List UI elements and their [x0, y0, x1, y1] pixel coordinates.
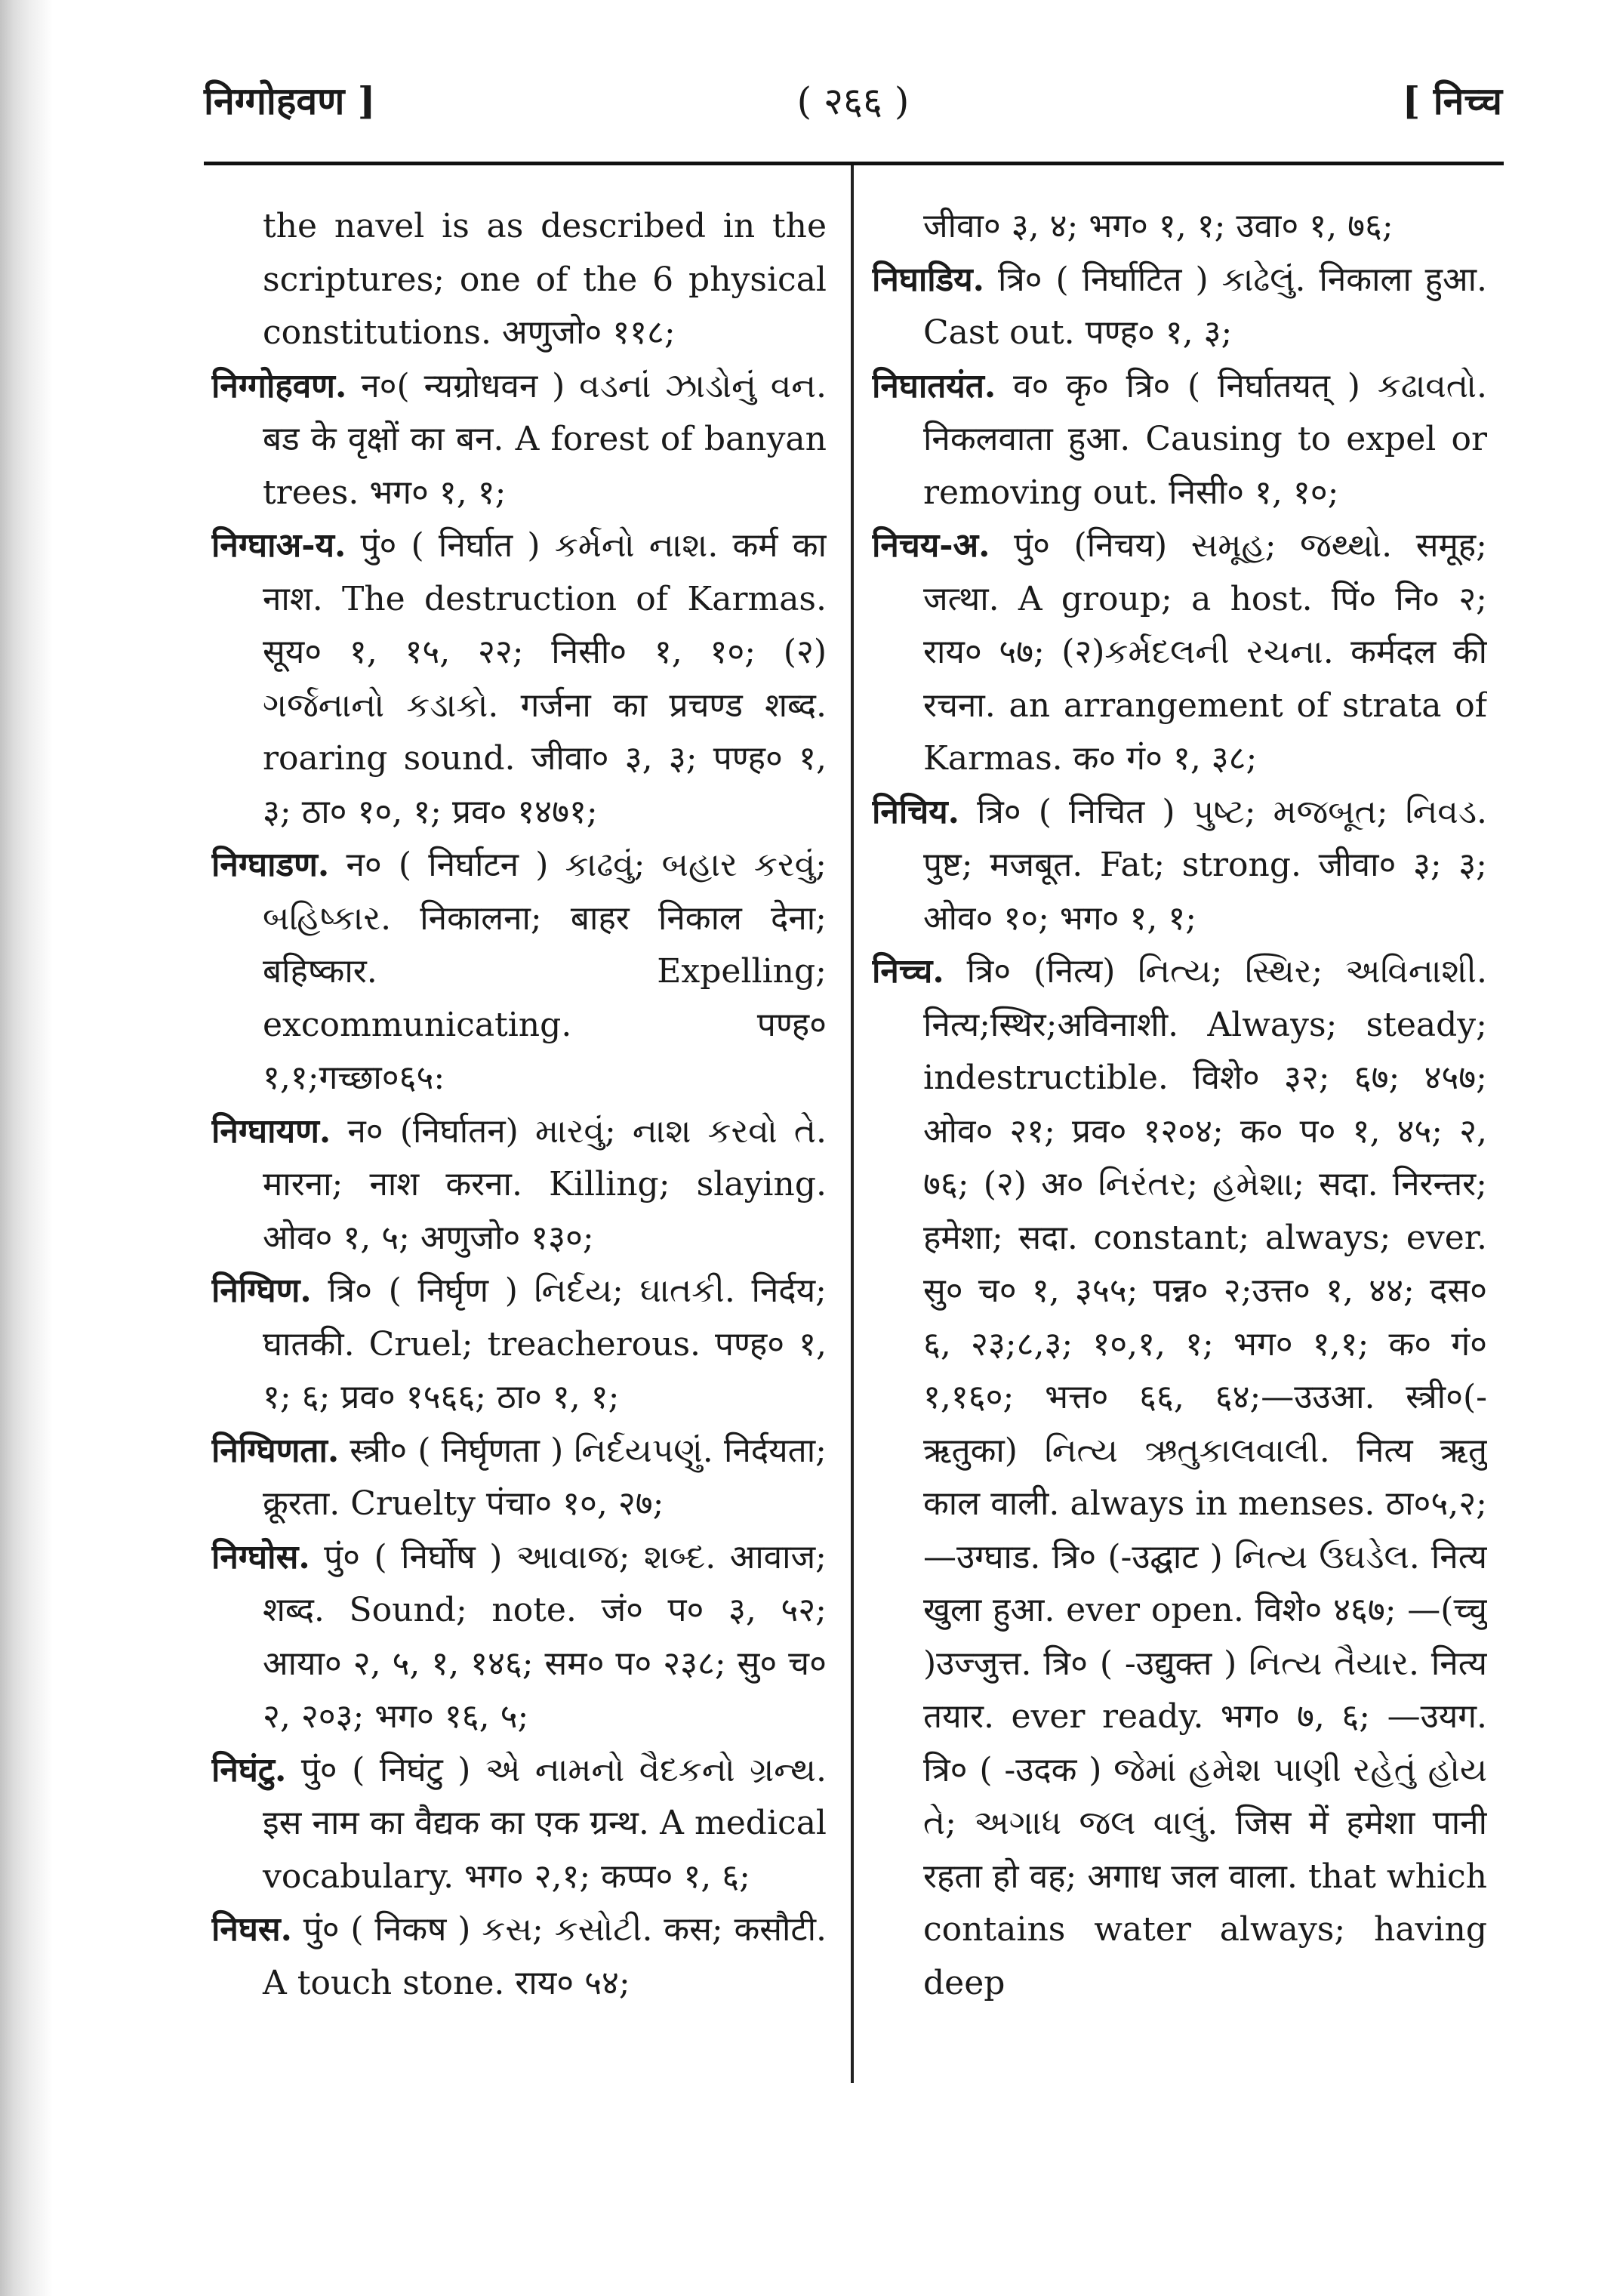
page-header	[204, 60, 1502, 128]
entry-text: जीवा० ३, ४; भग० १, १; उवा० १, ७६;	[923, 207, 1394, 245]
left-column	[211, 200, 827, 2133]
entry-text: पुं० (निचय) સમૂહ; જથ્થો. समूह; जत्था. A group; a host. पिं० नि० २; राय० ५७; (२)કર્મદલની રચના. कर्मदल की रचना. an arrangement of strata of Karmas. क० गं० १, ३८;	[923, 526, 1487, 778]
entry-headword: निग्गोहवण.	[211, 366, 347, 405]
entry-text: व० कृ० त्रि० ( निर्घातयत् ) કઢાવતો. निकलवाता हुआ. Causing to expel or removing out. निसी० १, १०;	[923, 366, 1487, 512]
entry-text: पुं० ( निघंटु ) એ નામનો વૈદકનો ગ્રન્થ. इस नाम का वैद्यक का एक ग्रन्थ. A medical vocabulary. भग० २,१; कप्प० १, ६;	[263, 1750, 827, 1896]
entry-text: स्त्री० ( निर्घृणता ) નિર્દયપણું. निर्दयता; क्रूरता. Cruelty पंचा० १०, २७;	[263, 1431, 827, 1523]
entry-text: पुं० ( निर्घोष ) આવાજ; શબ્દ. आवाज; शब्द. Sound; note. जं० प० ३, ५२; आया० २, ५, १, १४६; सम० प० २३८; सु० च० २, २०३; भग० १६, ५;	[263, 1537, 827, 1736]
entry-text: the navel is as described in the scriptures; one of the 6 physical constitutions. अणुजो० ११८;	[263, 207, 827, 352]
entry-headword: निच्च.	[872, 952, 944, 991]
dictionary-entry	[211, 1105, 827, 1265]
page-number: ( २६६ )	[796, 79, 910, 123]
entry-headword: निग्घोस.	[211, 1537, 310, 1576]
entry-headword: निग्घिण.	[211, 1271, 312, 1310]
entry-text: त्रि० ( निर्घृण ) નિર્દય; ઘાતકી. निर्दय; घातकी. Cruel; treacherous. पण्ह० १, १; ६; प्रव० १५६६; ठा० १, १;	[263, 1271, 827, 1416]
dictionary-entry	[872, 786, 1487, 946]
entry-headword: निग्घिणता.	[211, 1431, 340, 1470]
header-right-guideword: [ निच्च	[1402, 79, 1502, 123]
header-left-guideword: निग्गोहवण ]	[204, 79, 376, 123]
entry-text: त्रि० ( निचित ) પુષ્ટ; મજબૂત; નિવડ. पुष्ट; मजबूत. Fat; strong. जीवा० ३; ३; ओव० १०; भग० १, १;	[923, 792, 1487, 938]
column-divider	[851, 165, 854, 2083]
entry-text: न० ( निर्घाटन ) કાઢવું; બહાર કરવું; બહિષ્કાર. निकालना; बाहर निकाल देना; बहिष्कार. Expelling; excommunicating. पण्ह० १,१;गच्छा०६५:	[263, 846, 827, 1097]
entry-headword: निचिय.	[872, 792, 959, 831]
entry-text: त्रि० (नित्य) નિત્ય; સ્થિર; અવિનાશી. नित्य;स्थिर;अविनाशी. Always; steady; indestructible. विशे० ३२; ६७; ४५७; ओव० २१; प्रव० १२०४; क० प० १, ४५; २, ७६; (२) अ० નિરંતર; હમેશા; सदा. निरन्तर; हमेशा; सदा. constant; always; ever. सु० च० १, ३५५; पन्न० २;उत्त० १, ४४; दस० ६, २३;८,३; १०,१, १; भग० १,१; क० गं० १,१६०; भत्त० ६६, ६४;—उउआ. स्त्री०(-ऋतुका) નિત્ય ઋતુકાલવાલી. नित्य ऋतु काल वाली. always in menses. ठा०५,२; —उग्घाड. त्रि० (-उद्घाट ) નિત્ય ઉઘડેલ. नित्य खुला हुआ. ever open. विशे० ४६७; —(च्चु )उज्जुत्त. त्रि० ( -उद्युक्त ) નિત્ય તૈયાર. नित्य तयार. ever ready. भग० ७, ६; —उयग. त्रि० ( -उदक ) જેમાં હમેશ પાણી રહેતું હોય તે; અગાધ જલ વાલું. जिस में हमेशा पानी रहता हो वह; अगाध जल वाला. that which contains water always; having deep	[923, 952, 1487, 2002]
entry-text: पुं० ( निकष ) કસ; કસોટી. कस; कसौटी. A touch stone. राय० ५४;	[263, 1910, 827, 2002]
entry-headword: निग्घायण.	[211, 1111, 331, 1151]
dictionary-entry	[211, 1744, 827, 1904]
dictionary-entry	[211, 1903, 827, 2010]
entry-headword: निघंटु.	[211, 1750, 287, 1789]
dictionary-entry	[872, 519, 1487, 786]
dictionary-entry	[211, 1265, 827, 1425]
entry-headword: निग्घाडण.	[211, 846, 330, 884]
dictionary-entry	[211, 360, 827, 520]
entry-headword: निघाडिय.	[872, 260, 984, 299]
dictionary-entry	[872, 945, 1487, 2010]
entry-headword: निग्घाअ-य.	[211, 526, 346, 565]
dictionary-entry	[872, 200, 1487, 254]
dictionary-entry	[872, 254, 1487, 360]
entry-headword: निचय-अ.	[872, 526, 990, 565]
entry-text: न०( न्यग्रोधवन ) વડનાં ઝાડોનું વન. बड के वृक्षों का बन. A forest of banyan trees. भग० १, १;	[263, 366, 827, 512]
dictionary-entry	[211, 839, 827, 1105]
entry-text: पुं० ( निर्घात ) કર્મનો નાશ. कर्म का नाश. The destruction of Karmas. सूय० १, १५, २२; निसी० १, १०; (२) ગર્જનાનો કડાકો. गर्जना का प्रचण्ड शब्द. roaring sound. जीवा० ३, ३; पण्ह० १, ३; ठा० १०, १; प्रव० १४७१;	[263, 526, 827, 831]
right-column	[872, 200, 1487, 2133]
entry-headword: निघस.	[211, 1910, 292, 1949]
dictionary-entry	[211, 519, 827, 839]
entry-headword: निघातयंत.	[872, 366, 996, 405]
dictionary-entry	[872, 360, 1487, 520]
entry-text: त्रि० ( निर्घाटित ) કાઢેલું. निकाला हुआ. Cast out. पण्ह० १, ३;	[923, 260, 1487, 352]
header-rule	[204, 162, 1504, 165]
dictionary-entry	[211, 1425, 827, 1531]
scan-edge-shadow	[0, 0, 53, 2296]
entry-text: न० (निर्घातन) મારવું; નાશ કરવો તે. मारना; नाश करना. Killing; slaying. ओव० १, ५; अणुजो० १३०;	[263, 1111, 827, 1257]
dictionary-entry	[211, 200, 827, 360]
dictionary-entry	[211, 1531, 827, 1744]
